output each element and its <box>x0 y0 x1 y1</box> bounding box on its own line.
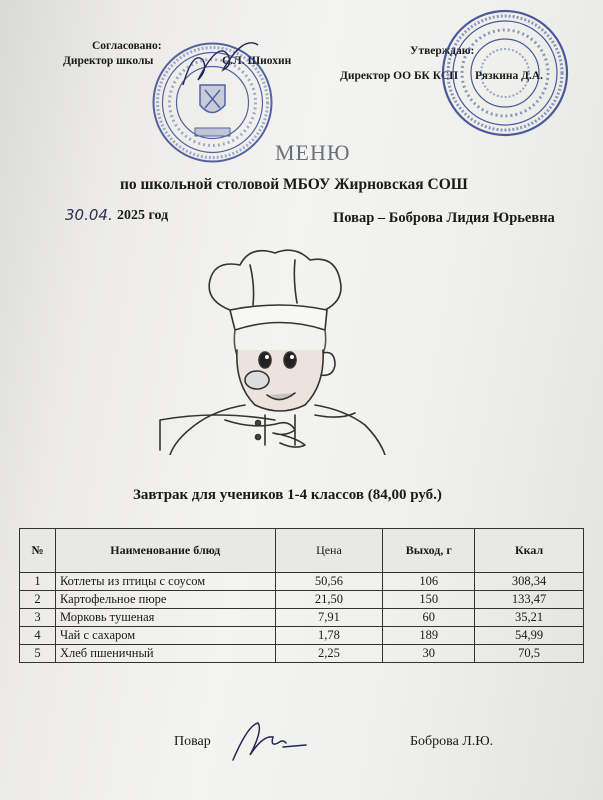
approval-left-position: Директор школы <box>63 55 154 67</box>
table-header-row <box>20 529 584 573</box>
row-weight: 189 <box>383 627 475 645</box>
approval-right-label: Утверждаю: <box>410 45 475 57</box>
meal-title: Завтрак для учеников 1-4 классов (84,00 руб.) <box>133 487 442 503</box>
row-dish-name: Чай с сахаром <box>55 627 275 645</box>
row-dish-name: Картофельное пюре <box>55 591 275 609</box>
row-weight: 106 <box>383 573 475 591</box>
col-header-weight: Выход, г <box>383 529 475 573</box>
date-year: 2025 год <box>117 208 169 223</box>
row-number: 5 <box>20 645 56 663</box>
row-price: 21,50 <box>275 591 383 609</box>
table-row <box>20 609 584 627</box>
col-header-kcal: Ккал <box>475 529 584 573</box>
page-title: МЕНЮ <box>275 140 351 165</box>
row-weight: 150 <box>383 591 475 609</box>
menu-table <box>19 528 584 663</box>
approval-left-name: С.Л. Шиохин <box>222 55 292 67</box>
row-price: 1,78 <box>275 627 383 645</box>
approval-right-name: Рязкина Д.А. <box>475 70 544 82</box>
table-row <box>20 591 584 609</box>
row-price: 2,25 <box>275 645 383 663</box>
row-dish-name: Котлеты из птицы с соусом <box>55 573 275 591</box>
cook-header: Повар – Боброва Лидия Юрьевна <box>333 210 555 226</box>
row-number: 4 <box>20 627 56 645</box>
cook-signature <box>228 715 308 765</box>
row-kcal: 133,47 <box>475 591 584 609</box>
approval-left-label: Согласовано: <box>92 40 162 52</box>
subtitle: по школьной столовой МБОУ Жирновская СОШ <box>120 176 468 193</box>
row-kcal: 70,5 <box>475 645 584 663</box>
table-row <box>20 573 584 591</box>
table-row <box>20 627 584 645</box>
row-kcal: 54,99 <box>475 627 584 645</box>
col-header-number: № <box>20 529 56 573</box>
row-number: 2 <box>20 591 56 609</box>
row-weight: 30 <box>383 645 475 663</box>
col-header-price: Цена <box>275 529 383 573</box>
row-price: 50,56 <box>275 573 383 591</box>
row-weight: 60 <box>383 609 475 627</box>
date-handwritten: 30.04. <box>65 206 113 224</box>
footer-role: Повар <box>174 734 211 749</box>
row-kcal: 35,21 <box>475 609 584 627</box>
table-row <box>20 645 584 663</box>
row-kcal: 308,34 <box>475 573 584 591</box>
organization-seal <box>440 8 570 138</box>
row-price: 7,91 <box>275 609 383 627</box>
col-header-name: Наименование блюд <box>55 529 275 573</box>
approval-right-position: Директор ОО БК КСП <box>340 70 459 82</box>
row-number: 1 <box>20 573 56 591</box>
row-dish-name: Хлеб пшеничный <box>55 645 275 663</box>
director-signature <box>178 30 268 90</box>
row-number: 3 <box>20 609 56 627</box>
chef-illustration <box>155 245 395 455</box>
footer-name: Боброва Л.Ю. <box>410 734 494 749</box>
row-dish-name: Морковь тушеная <box>55 609 275 627</box>
